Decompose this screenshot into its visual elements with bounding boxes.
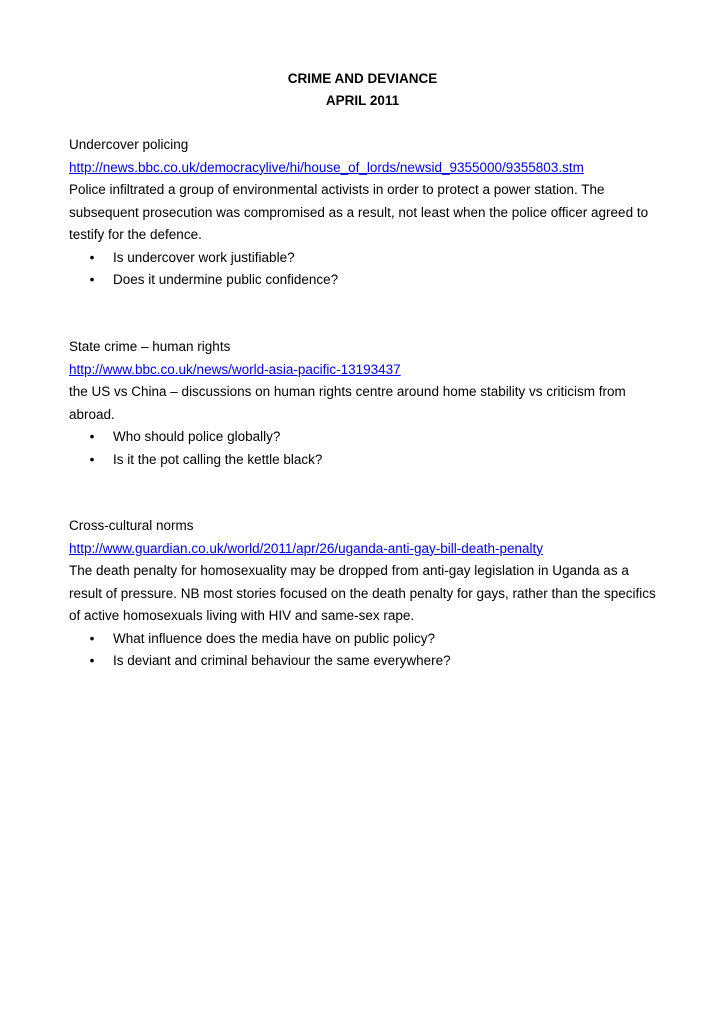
body-line: of active homosexuals living with HIV and same-sex rape.	[69, 608, 415, 623]
bullet-icon: •	[89, 653, 95, 668]
list-item	[69, 449, 669, 472]
body-line: abroad.	[69, 406, 115, 422]
list-item-text: Does it undermine public confidence?	[113, 272, 339, 287]
body-line: testify for the defence.	[69, 227, 202, 242]
body-line: the US vs China – discussions on human rights centre around home stability vs criticism from	[69, 384, 626, 399]
article-link[interactable]: http://news.bbc.co.uk/democracylive/hi/house_of_lords/newsid_9355000/9355803.stm	[69, 159, 584, 175]
question-list	[69, 247, 669, 292]
bullet-icon: •	[89, 272, 95, 287]
list-item-text: Is deviant and criminal behaviour the same everywhere?	[113, 653, 451, 668]
list-item-text: Is it the pot calling the kettle black?	[113, 451, 323, 467]
bullet-icon: •	[89, 451, 95, 467]
section-cross-cultural-norms	[69, 515, 669, 673]
section-state-crime	[69, 336, 669, 471]
list-item-text: Is undercover work justifiable?	[113, 249, 295, 265]
bullet-icon: •	[89, 429, 95, 444]
article-link[interactable]: http://www.bbc.co.uk/news/world-asia-pacific-13193437	[69, 361, 401, 377]
body-line: Police infiltrated a group of environmental activists in order to protect a power station. The	[69, 182, 605, 197]
list-item	[69, 269, 669, 292]
body-line: subsequent prosecution was compromised as a result, not least when the police officer agreed to	[69, 204, 649, 220]
bullet-icon: •	[89, 630, 95, 646]
list-item	[69, 650, 669, 673]
list-item-text: What influence does the media have on public policy?	[113, 630, 435, 646]
document-title: CRIME AND DEVIANCE	[287, 71, 438, 86]
title-block	[0, 68, 725, 112]
bullet-icon: •	[89, 249, 95, 265]
article-link[interactable]: http://www.guardian.co.uk/world/2011/apr/26/uganda-anti-gay-bill-death-penalty	[69, 540, 544, 556]
section-heading: Cross-cultural norms	[69, 518, 194, 533]
list-item	[69, 247, 669, 270]
list-item-text: Who should police globally?	[113, 429, 281, 444]
document-date: APRIL 2011	[325, 93, 400, 108]
list-item	[69, 426, 669, 449]
list-item	[69, 628, 669, 651]
body-line: result of pressure. NB most stories focused on the death penalty for gays, rather than the specifics	[69, 585, 656, 601]
section-heading: State crime – human rights	[69, 339, 231, 354]
section-undercover-policing	[69, 134, 669, 292]
question-list	[69, 628, 669, 673]
body-line: The death penalty for homosexuality may be dropped from anti-gay legislation in Uganda as a	[69, 563, 629, 578]
section-heading: Undercover policing	[69, 137, 189, 152]
question-list	[69, 426, 669, 471]
